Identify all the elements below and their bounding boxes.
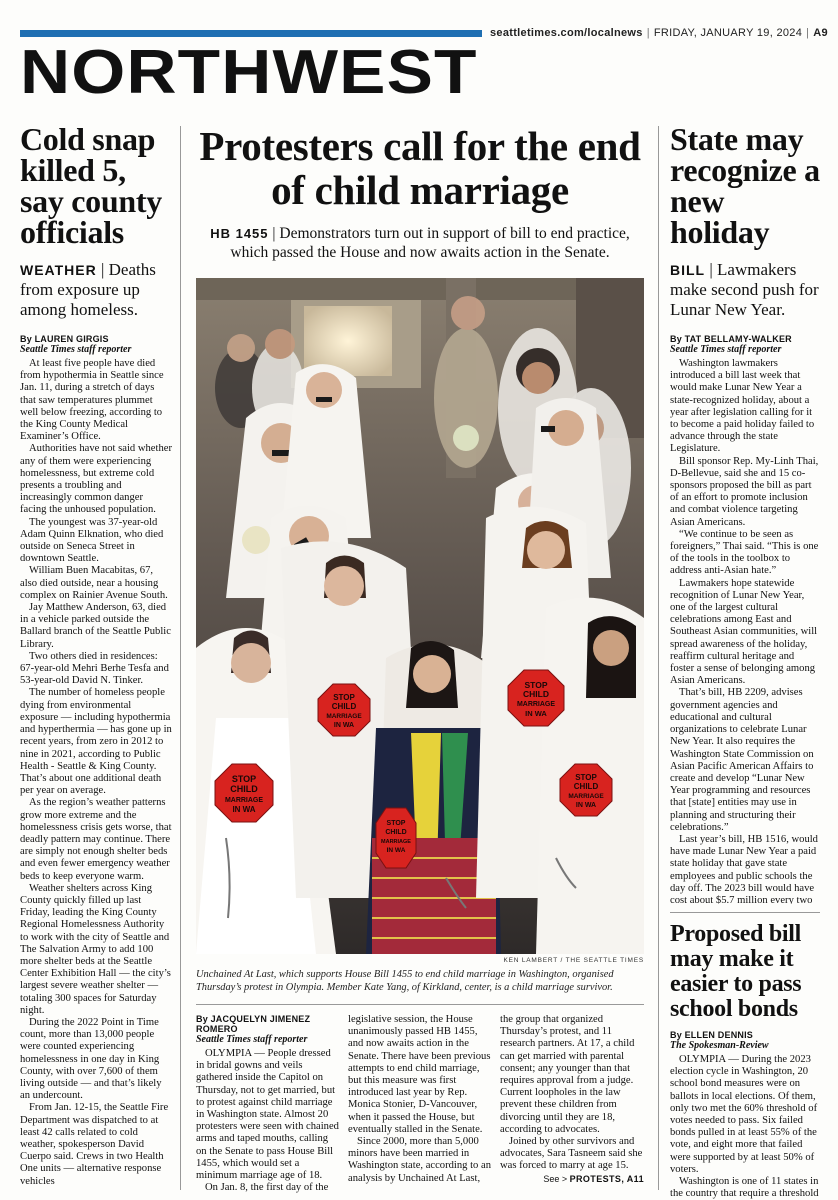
school-bond-byline: By ELLEN DENNIS [670, 1030, 754, 1040]
right-story-divider [670, 912, 820, 913]
sign-text-line: MARRIAGE [568, 793, 604, 800]
sign-text-line: IN WA [333, 722, 355, 729]
right-story-headline[interactable]: State may recognize a new holiday [670, 124, 820, 250]
paragraph: legislative session, the House unanimously passed HB 1455, and now awaits action in the Senate. There have been previous attempts to end child marriage, but this measure was first introduced last year by Rep. Monica Stonier, D-Vancouver, when it passed the House, but eventually stalled in the Senate. [348, 1014, 491, 1135]
right-story-deck-text: Lawmakers make second push for Lunar New Year. [670, 260, 819, 319]
paragraph: As the region’s weather patterns grow more extreme and the homelessness crisis gets worse, that deadly pattern may continue. There are simply not enough shelter beds and even fewer emergency weather beds to keep everyone warm. [20, 797, 172, 882]
sign-text-line: IN WA [525, 709, 547, 718]
right-story-byline-title: Seattle Times staff reporter [670, 344, 782, 355]
paragraph: Last year’s bill, HB 1516, would have made Lunar New Year a paid state holiday that gave state employees and public schools the day off. The 2023 bill would have cost about $5.7 million every two [670, 833, 818, 904]
paragraph: OLYMPIA — People dressed in bridal gowns and veils gathered inside the Capitol on Thursday, not to get married, but to protest against child marriage in Washington state. Almost 20 protesters were seen with chained arms and taped mouths, calling on the Senate to pass House Bill 1455, which would set a minimum marriage age of 18. [196, 1048, 339, 1182]
paragraph: the group that organized Thursday’s protest, and 11 research partners. At 17, a child can get married with parental consent; any younger than that requires approval from a judge. Current loopholes in the law prevent these children from divorcing until they are 18, according to advocates. [500, 1014, 635, 1135]
sign-text-line: CHILD [523, 689, 549, 699]
main-story-column [348, 1014, 492, 1200]
sign-text-line: MARRIAGE [516, 701, 556, 708]
sign-text-line: MARRIAGE [224, 797, 264, 804]
sign-text-line: CHILD [385, 829, 407, 836]
paragraph: At least five people have died from hypothermia in Seattle since Jan. 11, during a stretch of days that saw temperatures plummet well below freezing, according to the King County Medical Examiner’s Office. [20, 358, 164, 443]
main-story-body [196, 1014, 646, 1200]
sign-text-line: STOP [386, 820, 406, 827]
main-story-byline: By JACQUELYN JIMENEZ ROMERO [196, 1014, 311, 1034]
issue-date: FRIDAY, JANUARY 19, 2024 [653, 27, 803, 39]
left-story-deck: WEATHER | Deaths from exposure up among homeless. [20, 260, 156, 319]
main-story-deck-text: Demonstrators turn out in support of bill to end practice, which passed the House and now awaits action in the Senate. [230, 225, 630, 261]
left-story-body [20, 358, 172, 1188]
paragraph: Lawmakers hope statewide recognition of Lunar New Year, one of the largest cultural celebrations among East and Southeast Asian communities, will spread awareness of the holiday, reaffirm cultural heritage and foster a sense of belonging among Asian Americans. [670, 577, 818, 687]
sign-text-line: IN WA [575, 802, 597, 809]
paragraph: On Jan. 8, the first day of the [205, 1182, 329, 1194]
right-story-byline: By TAT BELLAMY-WALKER [670, 334, 792, 344]
jump-prefix: See > [543, 1173, 568, 1184]
right-story-deck: BILL | Lawmakers make second push for Lunar New Year. [670, 260, 819, 319]
paragraph: Since 2000, more than 5,000 minors have been married in Washington state, according to an analysis by Unchained At Last, [348, 1136, 492, 1184]
main-story-column [196, 1014, 340, 1200]
photo-credit: KEN LAMBERT / THE SEATTLE TIMES [503, 957, 644, 964]
sign-text-line: STOP [524, 680, 548, 690]
sign-text-line: CHILD [331, 702, 357, 711]
sign-text-line: IN WA [386, 847, 406, 854]
left-story-kicker: WEATHER [20, 262, 97, 278]
main-story-byline-title: Seattle Times staff reporter [196, 1034, 308, 1045]
right-story-school-bonds [670, 922, 820, 1200]
main-story-jump[interactable] [500, 1174, 644, 1184]
jump-label: PROTESTS, A11 [569, 1173, 644, 1184]
sign-text-line: CHILD [230, 784, 258, 794]
site-url[interactable]: seattletimes.com/localnews [490, 27, 643, 39]
paragraph: From Jan. 12-15, the Seattle Fire Department was dispatched to at least 42 calls related to cold weather, spokesperson David Cuerpo said. Crews in two Health One units — alternative response vehicles [20, 1102, 169, 1187]
left-story [20, 124, 172, 1190]
sign-text-line: STOP [333, 693, 355, 702]
sign-text-line: STOP [575, 773, 597, 782]
paragraph: Bill sponsor Rep. My-Linh Thai, D-Bellevue, said she and 15 co-sponsors proposed the bill as part of an effort to promote inclusion and combat violence targeting Asian Americans. [670, 455, 819, 528]
photo-caption: Unchained At Last, which supports House Bill 1455 to end child marriage in Washington, organised Thursday’s protest in Olympia. Member Kate Yang, of Kirkland, center, is a child marriage survivor. [196, 969, 614, 993]
left-story-byline-title: Seattle Times staff reporter [20, 344, 132, 355]
paragraph: William Buen Macabitas, 67, also died outside, near a housing complex on Rainier Avenue South. [20, 565, 168, 601]
column-divider-left [180, 126, 181, 1190]
paragraph: Authorities have not said whether any of them were experiencing homelessness, but extreme cold presents a troubling and increasingly common danger facing the unhoused population. [20, 443, 172, 516]
paragraph: Washington lawmakers introduced a bill last week that would make Lunar New Year a state-recognized holiday, about a year after legislation calling for it to become a paid holiday failed to advance through the state Legislature. [670, 358, 815, 455]
jump-label [110, 1189, 172, 1190]
left-story-jump[interactable] [20, 1189, 172, 1190]
column-divider-right [658, 126, 659, 1190]
section-title: NORTHWEST [20, 38, 478, 107]
main-story-column [500, 1014, 644, 1200]
paragraph: Jay Matthew Anderson, 63, died in a vehicle parked outside the Ballard branch of the Seattle Public Library. [20, 602, 171, 650]
left-story-byline: By LAUREN GIRGIS [20, 334, 109, 344]
sign-text-line: IN WA [232, 805, 256, 814]
left-story-headline[interactable]: Cold snap killed 5, say county officials [20, 124, 162, 250]
main-story-divider [196, 1004, 644, 1005]
school-bond-byline-title: The Spokesman-Review [670, 1040, 769, 1051]
paragraph: That’s bill, HB 2209, advises government agencies and educational and cultural organizations to celebrate Lunar New Year. It also requires the Washington State Commission on Asian Pacific American Affairs to create and develop “Lunar New Year programming and resources that [state] entities may use in planning and structuring their celebrations.” [670, 687, 814, 833]
sign-text-line: MARRIAGE [326, 713, 362, 720]
main-story-deck: HB 1455 | Demonstrators turn out in support of bill to end practice, which passed the House and now awaits action in the Senate. [210, 225, 630, 261]
right-story-kicker: BILL [670, 262, 706, 278]
sign-text-line: STOP [231, 774, 257, 784]
section-color-bar [20, 30, 482, 37]
right-story-lunar [670, 124, 820, 904]
jump-prefix [84, 1189, 108, 1190]
paragraph: Two others died in residences: 67-year-old Mehri Berhe Tesfa and 53-year-old David N. Tinker. [20, 650, 169, 687]
paragraph: Joined by other survivors and advocates, Sara Tasneem said she was forced to marry at age 15. [500, 1136, 643, 1172]
right-story-body [670, 358, 820, 904]
page-number: A9 [813, 27, 828, 39]
paragraph: The youngest was 37-year-old Adam Quinn Elknation, who died outside on Seneca Street in downtown Seattle. [20, 516, 164, 565]
paragraph: Washington is one of 11 states in the country that require a threshold [670, 1176, 819, 1200]
paragraph: “We continue to be seen as foreigners,” Thai said. “This is one of the tools in the toolbox to address anti-Asian hate.” [670, 528, 819, 577]
dateline: seattletimes.com/localnews | FRIDAY, JANUARY 19, 2024 | A9 [490, 27, 828, 39]
sign-text-line: MARRIAGE [381, 839, 411, 845]
paragraph: During the 2022 Point in Time count, more than 13,000 people were counted experiencing homelessness in one day in King County, with over 7,600 of them living outside — and that’s likely an undercount. [20, 1016, 162, 1102]
main-story-kicker: HB 1455 [210, 226, 269, 241]
paragraph: OLYMPIA — During the 2023 election cycle in Washington, 20 school bond measures were on ballots in local elections. Of them, only two met the 60% threshold of votes needed to pass. Six failed bonds pulled in at least 55% of the vote, and eight more that failed were supported by at least 50% of voters. [670, 1054, 818, 1175]
paragraph: Weather shelters across King County quickly filled up last Friday, leading the King County Regional Homelessness Authority to work with the city of Seattle and The Salvation Army to add 100 more shelter beds at the Seattle Center Exhibition Hall — the city’s largest severe weather shelter — totaling 300 spaces for Saturday night. [20, 882, 171, 1016]
school-bond-headline[interactable]: Proposed bill may make it easier to pass school bonds [670, 922, 802, 1022]
main-story-headline[interactable]: Protesters call for the end of child marriage [199, 123, 641, 213]
left-story-deck-text: Deaths from exposure up among homeless. [20, 260, 156, 319]
protest-photo-illustration [196, 278, 644, 954]
sign-text-line: CHILD [573, 782, 599, 791]
protest-photo[interactable] [196, 278, 644, 954]
paragraph: The number of homeless people dying from environmental exposure — including hypothermia and hyperthermia — has gone up in recent years, from zero in 2012 to nine in 2021, according to Public Health - Seattle & King County. That’s about one additional death per year on average. [20, 687, 172, 797]
school-bond-body [670, 1054, 820, 1200]
